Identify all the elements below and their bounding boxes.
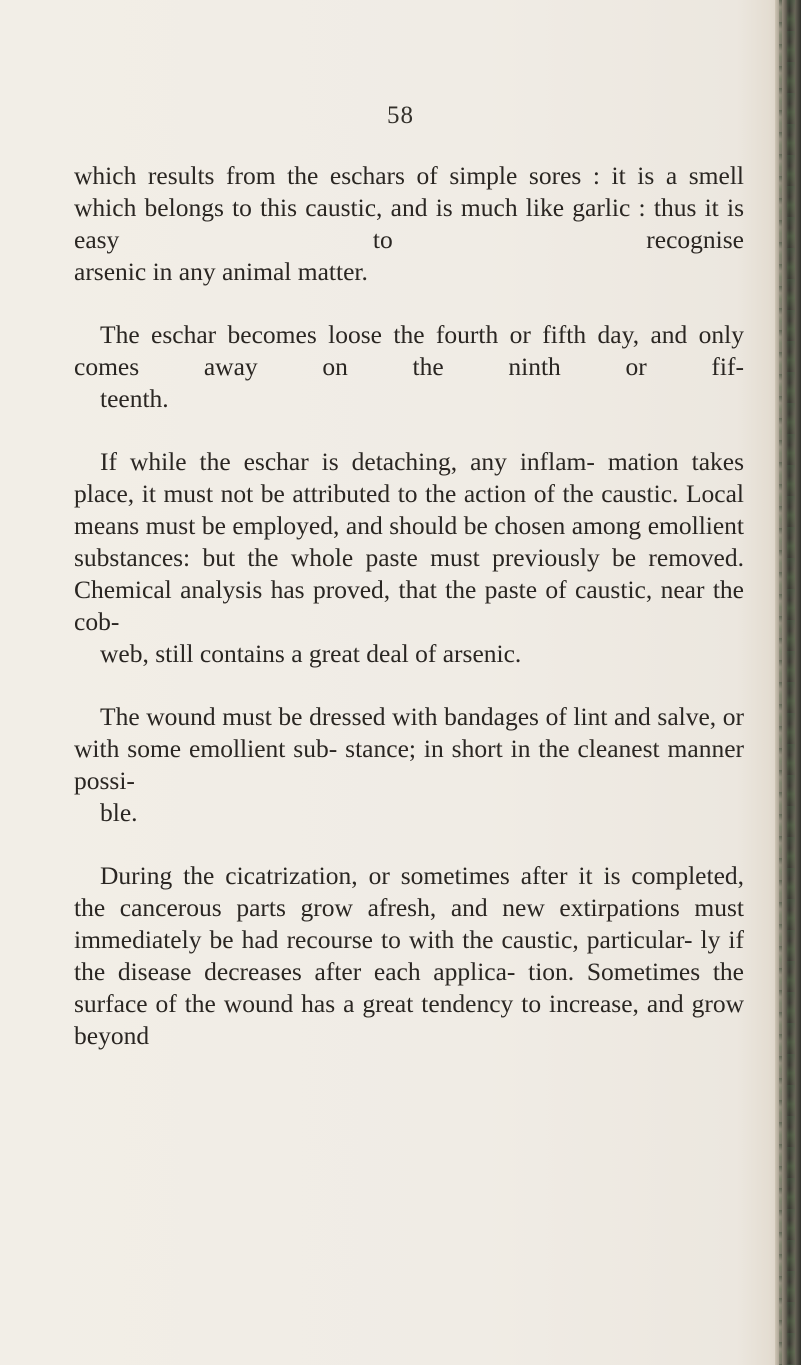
text-line: ly if the disease decreases after each applica- xyxy=(74,925,745,986)
text-line-last: web, still contains a great deal of arsenic. xyxy=(100,639,522,668)
text-line-last: arsenic in any animal matter. xyxy=(74,257,368,286)
paragraph-gap xyxy=(74,415,744,446)
paragraph-4 xyxy=(74,701,744,829)
paragraph-gap xyxy=(74,288,744,319)
text-line: be had recourse to with the caustic, particular- xyxy=(209,925,693,954)
text-line: proved, that the paste of caustic, near the cob- xyxy=(74,575,744,636)
text-line: emollient substances: but the whole paste must xyxy=(74,511,745,572)
text-line: During the cicatrization, or sometimes after xyxy=(100,861,568,890)
text-line: of lint and salve, or with some emollient sub- xyxy=(74,702,745,763)
text-line: it is a smell which belongs to this caustic, and xyxy=(74,161,745,222)
text-line: stance; in short in the cleanest manner possi- xyxy=(74,734,745,795)
text-line-last: ble. xyxy=(100,798,138,827)
text-line: The wound must be dressed with bandages xyxy=(100,702,539,731)
paragraph-gap xyxy=(74,829,744,860)
text-line: If while the eschar is detaching, any inflam- xyxy=(100,447,595,476)
text-line: afresh, and new extirpations must immediately xyxy=(74,893,744,954)
text-line: a great tendency to increase, and grow beyond xyxy=(74,989,745,1050)
body-text xyxy=(74,160,744,1052)
paragraph-2 xyxy=(74,319,744,415)
text-line: previously be removed. Chemical analysis has xyxy=(74,543,744,604)
text-line: tion. Sometimes the surface of the wound has xyxy=(74,957,745,1018)
paragraph-5 xyxy=(74,860,744,1052)
text-line: is much like garlic : thus it is easy to recognise xyxy=(74,193,744,254)
paragraph-gap xyxy=(74,670,744,701)
text-line: which results from the eschars of simple sores : xyxy=(74,161,600,190)
book-spine-edge xyxy=(775,0,801,1365)
text-line: it is completed, the cancerous parts grow xyxy=(74,861,745,922)
text-line: be employed, and should be chosen among xyxy=(201,511,642,540)
paragraph-3 xyxy=(74,446,744,670)
text-line: to the action of the caustic. Local means must xyxy=(74,479,745,540)
text-line: The eschar becomes loose the fourth or fifth xyxy=(100,320,587,349)
text-line-last: teenth. xyxy=(100,384,169,413)
text-line: mation takes place, it must not be attributed xyxy=(74,447,745,508)
page-number: 58 xyxy=(387,102,414,129)
text-line: day, and only comes away on the ninth or fif- xyxy=(74,320,744,381)
paragraph-1 xyxy=(74,160,744,288)
